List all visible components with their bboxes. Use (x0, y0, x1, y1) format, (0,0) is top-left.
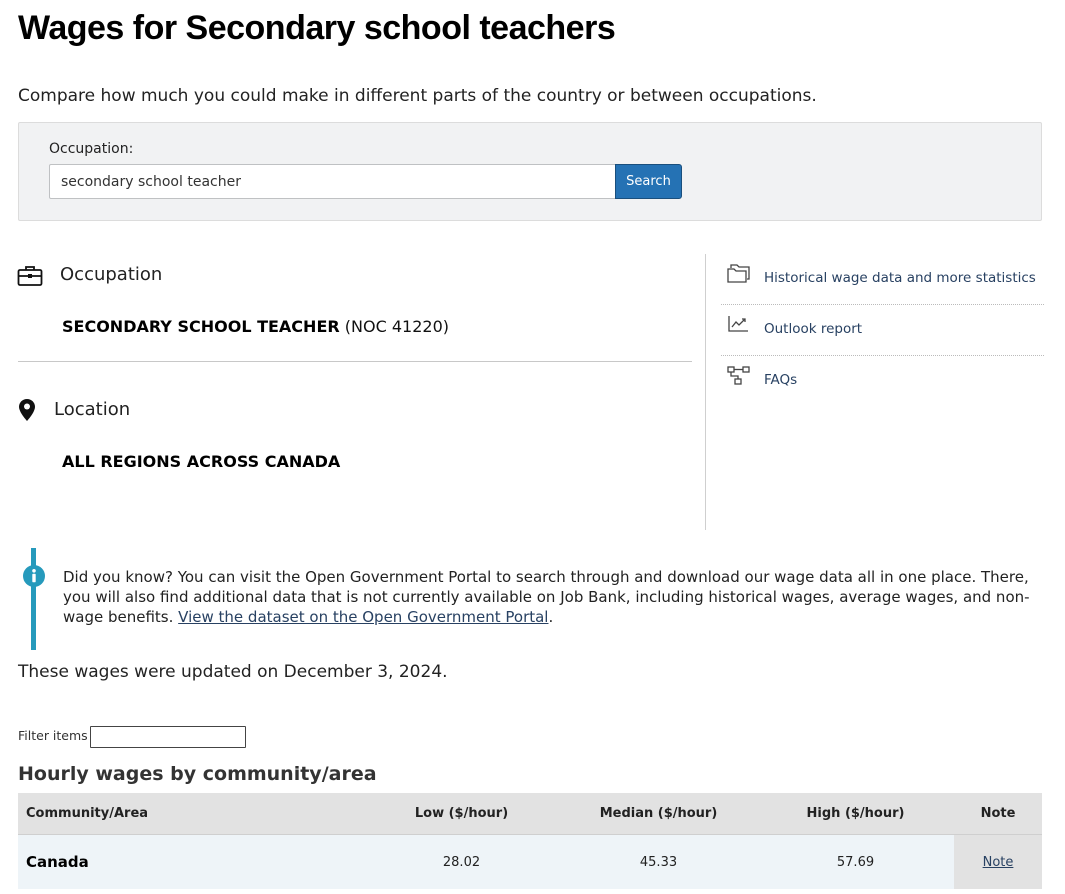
search-button[interactable]: Search (615, 164, 682, 199)
col-header-note[interactable]: Note (954, 793, 1042, 835)
updated-date-text: These wages were updated on December 3, 2024. (18, 662, 448, 682)
cell-area: Canada (18, 835, 363, 890)
page-title: Wages for Secondary school teachers (18, 9, 616, 47)
intro-text: Compare how much you could make in different parts of the country or between occupations. (18, 86, 817, 106)
location-value: ALL REGIONS ACROSS CANADA (62, 452, 341, 471)
trend-chart-icon (727, 314, 751, 338)
col-header-area[interactable]: Community/Area (18, 793, 363, 835)
table-header-row (18, 793, 1042, 835)
col-header-median[interactable]: Median ($/hour) (560, 793, 757, 835)
occupation-name: SECONDARY SCHOOL TEACHER (62, 317, 340, 336)
occupation-value (62, 317, 449, 336)
location-heading: Location (54, 399, 131, 420)
col-header-low[interactable]: Low ($/hour) (363, 793, 560, 835)
cell-high: 57.69 (757, 835, 954, 890)
section-divider (18, 361, 692, 362)
search-label: Occupation: (49, 141, 134, 157)
outlook-report-label: Outlook report (764, 321, 863, 337)
hourly-wage-table (18, 793, 1042, 889)
info-icon (22, 564, 46, 592)
search-panel (18, 122, 1042, 221)
outlook-report-link[interactable] (721, 305, 1044, 356)
vertical-divider (705, 254, 706, 530)
info-suffix: . (548, 608, 554, 626)
briefcase-icon (17, 264, 43, 292)
cell-low: 28.02 (363, 835, 560, 890)
occupation-search-input[interactable] (49, 164, 616, 199)
note-link[interactable]: Note (982, 854, 1014, 870)
faqs-link[interactable] (721, 356, 1044, 406)
sitemap-icon (727, 365, 751, 391)
table-title: Hourly wages by community/area (18, 763, 377, 785)
historical-wage-link[interactable] (721, 254, 1044, 305)
info-message (63, 567, 1043, 627)
open-government-portal-link[interactable]: View the dataset on the Open Government Portal (178, 608, 549, 626)
map-pin-icon (18, 398, 36, 426)
related-links (721, 254, 1044, 406)
cell-note (954, 835, 1042, 890)
faqs-label: FAQs (764, 372, 798, 388)
folder-icon (727, 263, 751, 287)
historical-wage-label: Historical wage data and more statistics (764, 270, 1036, 286)
col-header-high[interactable]: High ($/hour) (757, 793, 954, 835)
cell-median: 45.33 (560, 835, 757, 890)
occupation-code: (NOC 41220) (344, 317, 449, 336)
info-body: Did you know? You can visit the Open Government Portal to search through and download our wage data all in one place. There, you will also find additional data that is not currently available on Job Bank, including historical wages, average wages, and non-wage benefits. (63, 568, 1030, 626)
table-row (18, 835, 1042, 890)
occupation-heading: Occupation (60, 264, 163, 285)
filter-input[interactable] (90, 726, 246, 748)
filter-label: Filter items (18, 728, 88, 743)
